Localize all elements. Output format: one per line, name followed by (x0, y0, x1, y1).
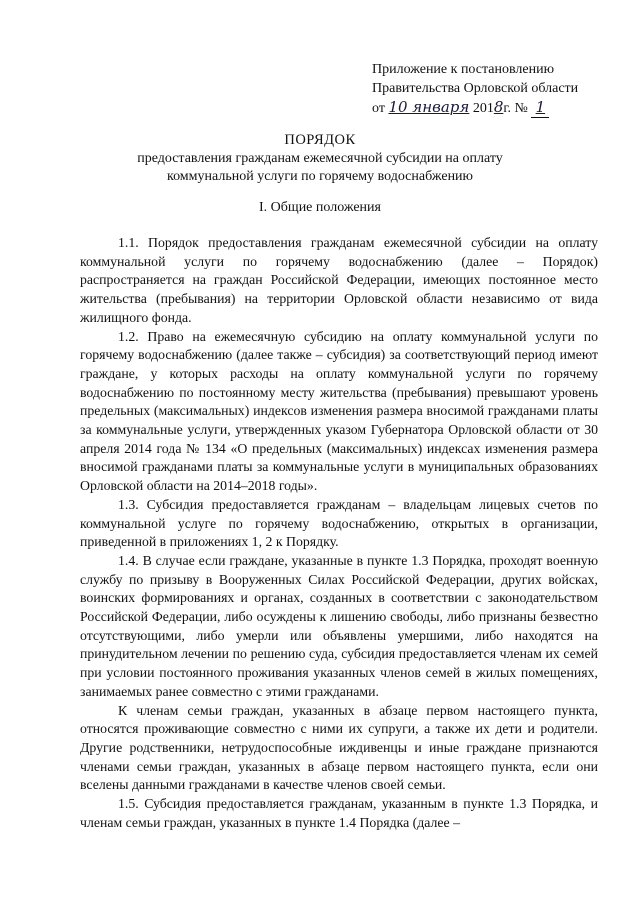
document-subtitle (0, 150, 640, 186)
subtitle-line-2: коммунальной услуги по горячему водоснабжению (166, 169, 474, 184)
year-prefix: 201 (472, 101, 494, 116)
header-line-2: Правительства Орловской области (372, 81, 579, 96)
document-body (80, 234, 598, 833)
handwritten-number: 1 (531, 98, 549, 118)
year-suffix: г. № (503, 101, 528, 116)
document-title: ПОРЯДОК (284, 132, 356, 148)
approval-header (372, 60, 622, 118)
paragraph-1-1: 1.1. Порядок предоставления гражданам ежемесячной субсидии на оплату коммунальной услуги по горячему водоснабжению (далее – Порядок) распространяется на граждан Российской Федерации, имеющих постоянное место жительства (пребывания) на территории Орловской области независимо от вида жилищного фонда. (80, 235, 598, 325)
paragraph-1-4: 1.4. В случае если граждане, указанные в пункте 1.3 Порядка, проходят военную службу по призыву в Вооруженных Силах Российской Федерации, других войсках, воинских формированиях и органах, созданных в соответствии с законодательством Российской Федерации, либо осуждены к лишению свободы, либо признаны безвестно отсутствующими, либо умерли или объявлены умершими, либо находятся на принудительном лечении по решению суда, субсидия предоставляется членам их семей при условии постоянного проживания указанных членов семей в жилых помещениях, занимаемых ранее совместно с этими гражданами. (80, 552, 598, 699)
header-line-1: Приложение к постановлению (372, 62, 555, 77)
subtitle-line-1: предоставления гражданам ежемесячной субсидии на оплату (137, 151, 503, 166)
paragraph-1-3: 1.3. Субсидия предоставляется гражданам – владельцам лицевых счетов по коммунальной услуге по горячему водоснабжению, открытых в организации, приведенной в приложениях 1, 2 к Порядку. (80, 496, 598, 550)
header-date-line (372, 98, 622, 118)
paragraph-1-2: 1.2. Право на ежемесячную субсидию на оплату коммунальной услуги по горячему водоснабжению (далее также – субсидия) за соответствующий период имеют граждане, у которых расходы на оплату коммунальной услуги по горячему водоснабжению по постоянному месту жительства (пребывания) превышают уровень предельных (максимальных) индексов изменения размера вносимой гражданами платы за коммунальные услуги, утвержденных указом Губернатора Орловской области от 30 апреля 2014 года № 134 «О предельных (максимальных) индексах изменения размера вносимой гражданами платы за коммунальные услуги в муниципальных образованиях Орловской области на 2014–2018 годы». (80, 328, 598, 494)
handwritten-date: 10 января (388, 98, 470, 116)
section-heading: I. Общие положения (259, 200, 381, 215)
paragraph-1-4-family: К членам семьи граждан, указанных в абзаце первом настоящего пункта, относятся проживающие совместно с ними их супруги, а также их дети и родители. Другие родственники, нетрудоспособные иждивенцы и иные граждане признаются членами семьи граждан, указанных в абзаце первом настоящего пункта, если они вселены данными гражданами в качестве членов своей семьи. (80, 702, 598, 793)
handwritten-year-digit: 8 (493, 98, 504, 116)
paragraph-1-5: 1.5. Субсидия предоставляется гражданам, указанным в пункте 1.3 Порядка, и членам семьи граждан, указанных в пункте 1.4 Порядка (далее – (80, 796, 598, 830)
date-prefix: от (372, 101, 385, 116)
